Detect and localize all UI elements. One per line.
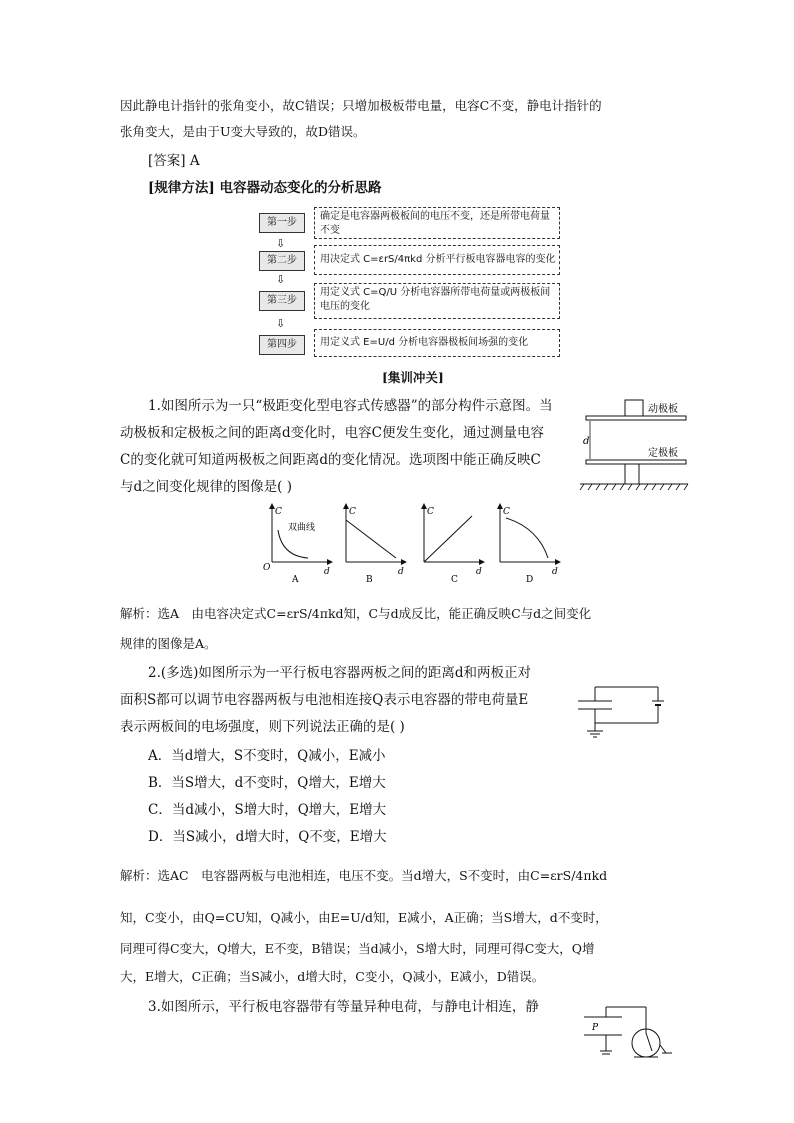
fixed-plate-label: 定极板 <box>648 448 678 459</box>
q2-option-a: A．当d增大，S不变时，Q减小，E减小 <box>148 748 386 764</box>
q1-line-4: 与d之间变化规律的图像是( ) <box>120 479 292 495</box>
q2-line-3: 表示两板间的电场强度，则下列说法正确的是( ) <box>120 719 405 735</box>
graph-c <box>424 504 484 585</box>
graph-b-letter: B <box>366 575 373 585</box>
step-4-text: 用定义式 E=U/d 分析电容器极板间场强的变化 <box>314 329 560 357</box>
graph-c-ylabel: C <box>427 507 434 517</box>
step-3-label: 第三步 <box>259 291 305 311</box>
step-2-text: 用决定式 C=εrS/4πkd 分析平行板电容器电容的变化 <box>314 245 560 275</box>
method-title: [规律方法] 电容器动态变化的分析思路 <box>148 180 382 196</box>
answer: [答案] A <box>148 153 200 169</box>
step-2-label: 第二步 <box>259 251 305 271</box>
q2-option-c: C．当d减小，S增大时，Q增大，E增大 <box>148 802 387 818</box>
step-4-label: 第四步 <box>259 335 305 355</box>
q2-line-2: 面积S都可以调节电容器两板与电池相连接Q表示电容器的带电荷量E <box>120 692 529 708</box>
q2-option-b: B．当S增大，d不变时，Q增大，E增大 <box>148 775 386 791</box>
graph-b <box>346 504 406 585</box>
q1-line-2: 动极板和定极板之间的距离d变化时，电容C便发生变化，通过测量电容 <box>120 425 544 441</box>
q1-line-1: 1.如图所示为一只“极距变化型电容式传感器”的部分构件示意图。当 <box>148 398 553 414</box>
section-title: [集训冲关] <box>382 370 444 385</box>
q2-line-1: 2.(多选)如图所示为一平行板电容器两板之间的距离d和两板正对 <box>148 665 532 681</box>
q1-option-graphs <box>258 500 578 586</box>
sensor-diagram <box>578 398 690 494</box>
arrow-down-icon: ⇩ <box>276 317 286 330</box>
arrow-down-icon: ⇩ <box>276 237 286 250</box>
step-3-text: 用定义式 C=Q/U 分析电容器所带电荷量或两极板间电压的变化 <box>314 283 560 319</box>
q1-line-3: C的变化就可知道两极板之间距离d的变化情况。选项图中能正确反映C <box>120 452 541 468</box>
flowchart <box>259 207 564 359</box>
moving-plate-label: 动极板 <box>648 404 678 415</box>
q3-line-1: 3.如图所示，平行板电容器带有等量异种电荷，与静电计相连，静 <box>148 999 539 1015</box>
graph-a <box>263 504 332 585</box>
q2-analysis-4: 大，E增大，C正确；当S减小，d增大时，C变小，Q减小，E减小，D错误。 <box>120 969 545 984</box>
step-1-label: 第一步 <box>259 213 305 233</box>
intro-line-2: 张角变大，是由于U变大导致的，故D错误。 <box>120 124 366 139</box>
q1-analysis-1: 解析：选A 由电容决定式C=εrS/4πkd知，C与d成反比，能正确反映C与d之间变化 <box>120 606 592 621</box>
graph-c-xlabel: d <box>476 567 482 577</box>
graph-b-ylabel: C <box>349 507 356 517</box>
p-label: P <box>592 1023 599 1033</box>
graph-d-xlabel: d <box>552 567 558 577</box>
step-1-text: 确定是电容器两极板间的电压不变，还是所带电荷量不变 <box>314 207 560 239</box>
capacitor-circuit <box>566 683 666 741</box>
graph-a-ylabel: C <box>275 507 282 517</box>
graph-a-xlabel: d <box>324 567 330 577</box>
q1-analysis-2: 规律的图像是A。 <box>120 636 217 651</box>
graph-a-origin: O <box>263 563 271 573</box>
intro-line-1: 因此静电计指针的张角变小，故C错误；只增加极板带电量，电容C不变，静电计指针的 <box>120 98 602 113</box>
q2-option-d: D．当S减小，d增大时，Q不变，E增大 <box>148 829 387 845</box>
d-label: d <box>583 436 590 447</box>
graph-d <box>500 504 560 585</box>
graph-a-note: 双曲线 <box>288 523 316 533</box>
graph-a-letter: A <box>292 575 299 585</box>
electrometer-diagram <box>562 1005 682 1065</box>
q2-analysis-2: 知，C变小，由Q=CU知，Q减小，由E=U/d知，E减小，A正确；当S增大，d不变时， <box>120 910 608 925</box>
graph-d-letter: D <box>526 575 534 585</box>
arrow-down-icon: ⇩ <box>276 273 286 286</box>
q2-analysis-1: 解析：选AC 电容器两板与电池相连，电压不变。当d增大，S不变时，由C=εrS/4πkd <box>120 868 608 883</box>
q2-analysis-3: 同理可得C变大，Q增大，E不变，B错误；当d减小，S增大时，同理可得C变大，Q增 <box>120 941 595 956</box>
graph-c-letter: C <box>451 575 458 585</box>
graph-d-ylabel: C <box>503 507 510 517</box>
graph-b-xlabel: d <box>398 567 404 577</box>
